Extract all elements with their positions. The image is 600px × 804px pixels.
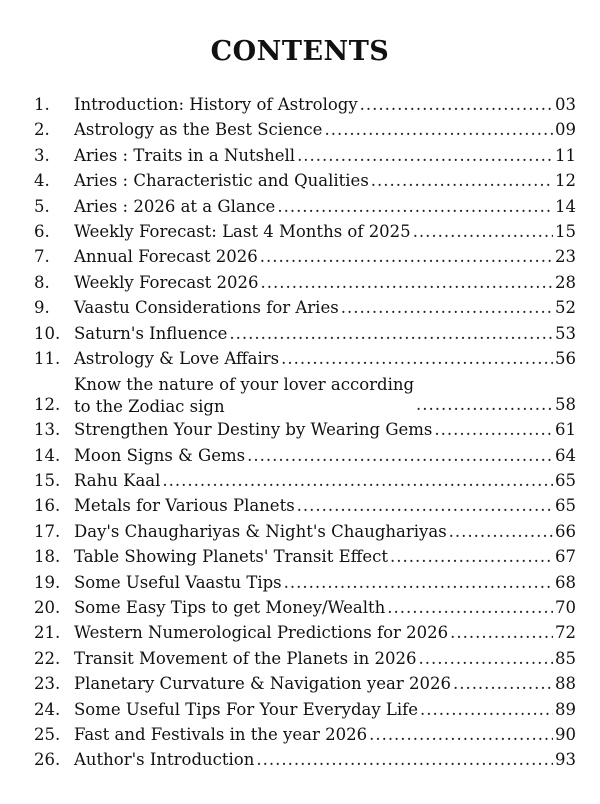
toc-entry-page-number: 14 xyxy=(555,196,576,216)
dot-leader xyxy=(261,270,553,295)
toc-entry-title-continued: to the Zodiac sign xyxy=(74,397,225,417)
toc-entry-number: 9. xyxy=(34,298,50,318)
toc-entry xyxy=(34,671,576,696)
toc-entry-number: 4. xyxy=(34,171,50,191)
toc-entry-page-number: 90 xyxy=(555,724,576,744)
toc-entry-body xyxy=(74,747,576,772)
toc-entry-title: Moon Signs & Gems xyxy=(74,445,246,465)
toc-entry-page-number: 56 xyxy=(555,348,576,368)
toc-entry-number: 12. xyxy=(34,394,61,414)
toc-entry-page-number: 15 xyxy=(555,221,576,241)
dot-leader xyxy=(247,443,553,468)
toc-entry-body xyxy=(74,722,576,747)
toc-entry xyxy=(34,493,576,518)
dot-leader xyxy=(281,346,553,371)
toc-entry-body xyxy=(74,168,576,193)
toc-entry xyxy=(34,295,576,320)
toc-entry xyxy=(34,544,576,569)
toc-entry-body xyxy=(74,646,576,671)
toc-entry-page-number: 66 xyxy=(555,521,576,541)
toc-entry-number: 3. xyxy=(34,145,50,165)
toc-entry-page-number: 70 xyxy=(555,598,576,618)
dot-leader xyxy=(360,92,553,117)
toc-entry-number: 22. xyxy=(34,648,61,668)
toc-entry-body xyxy=(74,270,576,295)
toc-entry-number: 26. xyxy=(34,750,61,770)
toc-entry-title: Some Useful Tips For Your Everyday Life xyxy=(74,699,419,719)
toc-entry-page-number: 12 xyxy=(555,171,576,191)
toc-entry-title: Astrology & Love Affairs xyxy=(74,348,280,368)
toc-entry-body xyxy=(74,544,576,569)
dot-leader xyxy=(324,117,553,142)
toc-entry xyxy=(34,371,576,417)
dot-leader xyxy=(341,295,553,320)
toc-entry-title: Table Showing Planets' Transit Effect xyxy=(74,547,388,567)
toc-entry-page-number: 23 xyxy=(555,247,576,267)
dot-leader xyxy=(416,392,553,417)
dot-leader xyxy=(229,321,553,346)
toc-entry-number: 13. xyxy=(34,420,61,440)
toc-entry-page-number: 03 xyxy=(555,94,576,114)
toc-entry-body xyxy=(74,697,576,722)
dot-leader xyxy=(260,244,553,269)
toc-entry-body xyxy=(74,443,576,468)
toc-entry-number: 24. xyxy=(34,699,61,719)
toc-entry-title: Introduction: History of Astrology xyxy=(74,94,358,114)
toc-entry-page-number: 53 xyxy=(555,323,576,343)
toc-entry xyxy=(34,620,576,645)
toc-entry-title: Aries : Traits in a Nutshell xyxy=(74,145,296,165)
toc-entry-number: 23. xyxy=(34,674,61,694)
toc-entry-title: Rahu Kaal xyxy=(74,471,161,491)
toc-entry xyxy=(34,443,576,468)
dot-leader xyxy=(277,194,553,219)
toc-entry xyxy=(34,417,576,442)
dot-leader xyxy=(418,646,553,671)
toc-entry-body xyxy=(74,194,576,219)
dot-leader xyxy=(420,697,553,722)
dot-leader xyxy=(297,493,553,518)
toc-entry-page-number: 64 xyxy=(555,445,576,465)
toc-entry-title: Author's Introduction xyxy=(74,750,255,770)
toc-entry-body xyxy=(74,671,576,696)
dot-leader xyxy=(449,519,553,544)
toc-entry-title-block xyxy=(74,372,414,417)
toc-entry-title: Some Useful Vaastu Tips xyxy=(74,572,282,592)
toc-entry-body xyxy=(74,595,576,620)
toc-entry-number: 19. xyxy=(34,572,61,592)
toc-entry-page-number: 85 xyxy=(555,648,576,668)
dot-leader xyxy=(450,620,553,645)
toc-entry-page-number: 11 xyxy=(555,145,576,165)
toc-entry-title: Weekly Forecast: Last 4 Months of 2025 xyxy=(74,221,411,241)
toc-entry-body xyxy=(74,519,576,544)
toc-entry xyxy=(34,321,576,346)
toc-entry-body xyxy=(74,143,576,168)
toc-entry-title: Day's Chaughariyas & Night's Chaughariyas xyxy=(74,521,447,541)
toc-entry-number: 2. xyxy=(34,120,50,140)
toc-entry xyxy=(34,570,576,595)
toc-entry-page-number: 65 xyxy=(555,496,576,516)
toc-entry xyxy=(34,194,576,219)
toc-entry xyxy=(34,168,576,193)
toc-entry xyxy=(34,646,576,671)
toc-entry xyxy=(34,519,576,544)
dot-leader xyxy=(453,671,553,696)
toc-entry xyxy=(34,697,576,722)
toc-entry-title: Vaastu Considerations for Aries xyxy=(74,298,339,318)
toc-entry-body xyxy=(74,417,576,442)
toc-entry-title: Transit Movement of the Planets in 2026 xyxy=(74,648,417,668)
toc-entry-number: 7. xyxy=(34,247,50,267)
toc-entry-body xyxy=(74,570,576,595)
dot-leader xyxy=(284,570,553,595)
table-of-contents xyxy=(34,92,576,773)
toc-entry-body xyxy=(74,620,576,645)
toc-entry-title: Know the nature of your lover according xyxy=(74,374,415,394)
toc-entry-page-number: 88 xyxy=(555,674,576,694)
toc-entry xyxy=(34,595,576,620)
toc-entry-body xyxy=(74,468,576,493)
toc-entry-title: Saturn's Influence xyxy=(74,323,228,343)
toc-entry-body xyxy=(74,219,576,244)
toc-entry-page-number: 28 xyxy=(555,272,576,292)
toc-entry-body xyxy=(74,244,576,269)
dot-leader xyxy=(390,544,553,569)
toc-entry xyxy=(34,468,576,493)
toc-entry-number: 17. xyxy=(34,521,61,541)
toc-entry-page-number: 72 xyxy=(555,623,576,643)
page-title: CONTENTS xyxy=(210,36,390,67)
toc-entry-title: Metals for Various Planets xyxy=(74,496,295,516)
toc-entry-page-number: 09 xyxy=(555,120,576,140)
toc-entry-title: Fast and Festivals in the year 2026 xyxy=(74,724,368,744)
toc-entry-page-number: 68 xyxy=(555,572,576,592)
toc-entry-number: 8. xyxy=(34,272,50,292)
dot-leader xyxy=(256,747,553,772)
toc-entry-page-number: 65 xyxy=(555,471,576,491)
toc-entry-page-number: 67 xyxy=(555,547,576,567)
dot-leader xyxy=(162,468,553,493)
toc-entry xyxy=(34,92,576,117)
toc-entry-title: Annual Forecast 2026 xyxy=(74,247,258,267)
toc-entry xyxy=(34,117,576,142)
toc-entry-body xyxy=(74,92,576,117)
toc-entry-title: Planetary Curvature & Navigation year 2026 xyxy=(74,674,451,694)
toc-entry xyxy=(34,747,576,772)
dot-leader xyxy=(413,219,553,244)
toc-entry-page-number: 58 xyxy=(555,394,576,414)
toc-entry-number: 15. xyxy=(34,471,61,491)
toc-entry xyxy=(34,219,576,244)
toc-entry-number: 11. xyxy=(34,348,61,368)
toc-entry-page-number: 61 xyxy=(555,420,576,440)
dot-leader xyxy=(297,143,553,168)
toc-entry-number: 20. xyxy=(34,598,61,618)
toc-entry-body xyxy=(74,117,576,142)
toc-entry-title: Aries : 2026 at a Glance xyxy=(74,196,276,216)
toc-entry xyxy=(34,722,576,747)
toc-entry-page-number: 93 xyxy=(555,750,576,770)
toc-entry xyxy=(34,270,576,295)
toc-entry xyxy=(34,143,576,168)
toc-entry-number: 1. xyxy=(34,94,50,114)
toc-entry-title: Strengthen Your Destiny by Wearing Gems xyxy=(74,420,433,440)
toc-entry xyxy=(34,244,576,269)
toc-entry-title: Some Easy Tips to get Money/Wealth xyxy=(74,598,386,618)
toc-entry-body xyxy=(74,295,576,320)
dot-leader xyxy=(371,168,553,193)
toc-entry-number: 18. xyxy=(34,547,61,567)
toc-entry-number: 6. xyxy=(34,221,50,241)
dot-leader xyxy=(369,722,553,747)
dot-leader xyxy=(387,595,553,620)
toc-entry-page-number: 89 xyxy=(555,699,576,719)
toc-entry-body xyxy=(74,493,576,518)
toc-entry xyxy=(34,346,576,371)
toc-entry-body xyxy=(74,346,576,371)
dot-leader xyxy=(434,417,553,442)
toc-entry-number: 21. xyxy=(34,623,61,643)
toc-entry-body xyxy=(74,372,576,417)
toc-entry-title: Weekly Forecast 2026 xyxy=(74,272,259,292)
toc-entry-number: 5. xyxy=(34,196,50,216)
toc-entry-body xyxy=(74,321,576,346)
toc-entry-number: 25. xyxy=(34,724,61,744)
toc-entry-page-number: 52 xyxy=(555,298,576,318)
toc-entry-title: Western Numerological Predictions for 2026 xyxy=(74,623,449,643)
toc-entry-title: Aries : Characteristic and Qualities xyxy=(74,171,369,191)
toc-entry-number: 14. xyxy=(34,445,61,465)
toc-entry-title: Astrology as the Best Science xyxy=(74,120,323,140)
toc-entry-number: 16. xyxy=(34,496,61,516)
toc-entry-number: 10. xyxy=(34,323,61,343)
